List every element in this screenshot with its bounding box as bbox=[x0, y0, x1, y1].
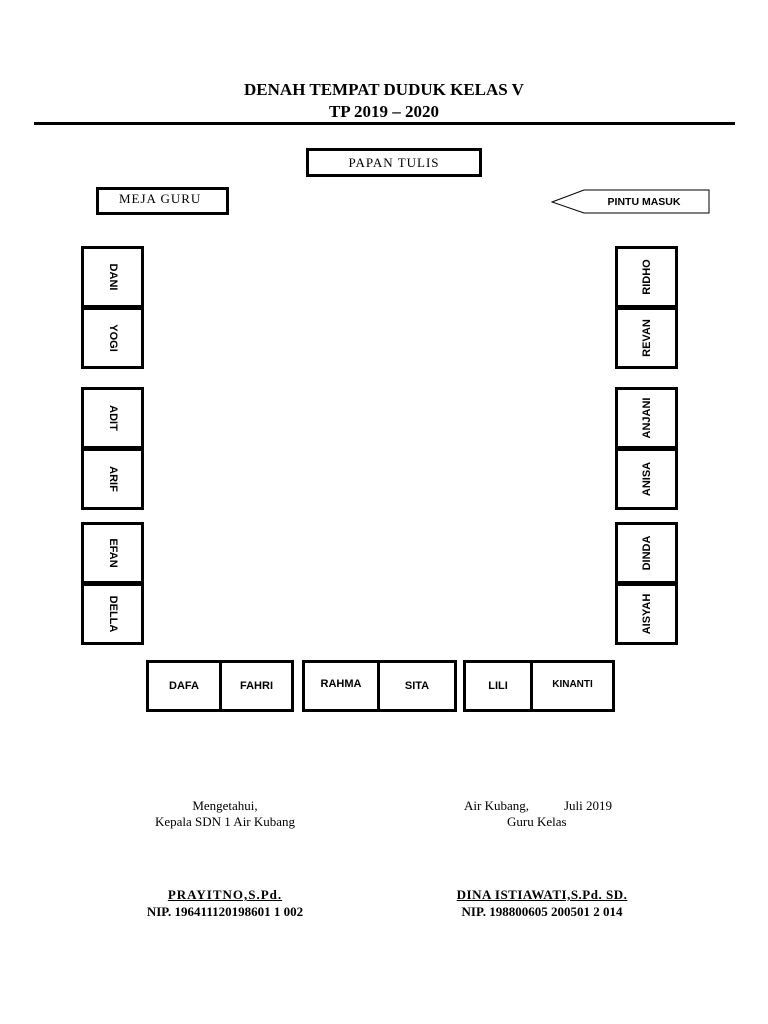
seat-name: ARIF bbox=[106, 466, 119, 492]
sig-left-line1: Mengetahui, bbox=[192, 798, 258, 813]
seat-bottom-3 bbox=[302, 660, 380, 712]
seat-name: RIDHO bbox=[640, 259, 653, 295]
sig-left-nip: NIP. 196411120198601 1 002 bbox=[146, 904, 304, 919]
sig-right-nip: NIP. 198800605 200501 2 014 bbox=[461, 904, 623, 919]
teacher-desk-box bbox=[96, 187, 229, 215]
whiteboard-box bbox=[306, 148, 482, 177]
seat-bottom-1 bbox=[146, 660, 222, 712]
seat-name: SITA bbox=[404, 680, 430, 692]
seat-name: RAHMA bbox=[320, 678, 362, 690]
seat-name: DELLA bbox=[106, 595, 119, 633]
seat-right-4 bbox=[615, 448, 678, 510]
seat-right-1 bbox=[615, 246, 678, 308]
seat-name: DAFA bbox=[169, 680, 199, 692]
seat-name: ANISA bbox=[640, 461, 653, 497]
sig-right-role: Guru Kelas bbox=[507, 814, 567, 829]
seat-name: ADIT bbox=[106, 405, 119, 431]
seat-bottom-2 bbox=[219, 660, 294, 712]
sig-left-line2: Kepala SDN 1 Air Kubang bbox=[154, 814, 296, 829]
seat-name: KINANTI bbox=[552, 678, 593, 690]
seat-right-2 bbox=[615, 307, 678, 369]
seat-name: AISYAH bbox=[640, 593, 653, 635]
seat-name: LILI bbox=[488, 680, 508, 692]
sig-left-block bbox=[120, 798, 330, 830]
sig-right-place: Air Kubang, bbox=[464, 798, 529, 813]
sig-right-line1 bbox=[450, 798, 640, 814]
seat-right-5 bbox=[615, 522, 678, 584]
page-title: DENAH TEMPAT DUDUK KELAS V bbox=[244, 80, 524, 99]
seat-name: REVAN bbox=[640, 319, 653, 357]
sig-right-name: DINA ISTIAWATI,S.Pd. SD. bbox=[456, 887, 628, 902]
seat-name: EFAN bbox=[106, 538, 119, 568]
seat-left-5 bbox=[81, 522, 144, 584]
seat-left-6 bbox=[81, 583, 144, 645]
sig-right-block bbox=[450, 798, 640, 830]
seat-right-6 bbox=[615, 583, 678, 645]
seat-left-1 bbox=[81, 246, 144, 308]
seat-name: ANJANI bbox=[640, 397, 653, 439]
seat-bottom-6 bbox=[530, 660, 615, 712]
sig-left-name: PRAYITNO,S.Pd. bbox=[167, 887, 283, 902]
header-divider bbox=[34, 122, 735, 125]
page-subtitle-year: TP 2019 – 2020 bbox=[328, 102, 440, 121]
seat-name: YOGI bbox=[106, 324, 119, 352]
seat-name: DINDA bbox=[640, 535, 653, 571]
seat-left-3 bbox=[81, 387, 144, 449]
whiteboard-label: PAPAN TULIS bbox=[348, 154, 440, 170]
seat-bottom-4 bbox=[377, 660, 457, 712]
seat-bottom-5 bbox=[463, 660, 533, 712]
entrance-label: PINTU MASUK bbox=[607, 196, 681, 208]
seat-name: DANI bbox=[106, 263, 119, 291]
teacher-desk-label: MEJA GURU bbox=[119, 191, 202, 206]
seat-right-3 bbox=[615, 387, 678, 449]
seat-name: FAHRI bbox=[240, 680, 273, 692]
seat-left-4 bbox=[81, 448, 144, 510]
sig-right-date: Juli 2019 bbox=[564, 798, 613, 813]
seat-left-2 bbox=[81, 307, 144, 369]
